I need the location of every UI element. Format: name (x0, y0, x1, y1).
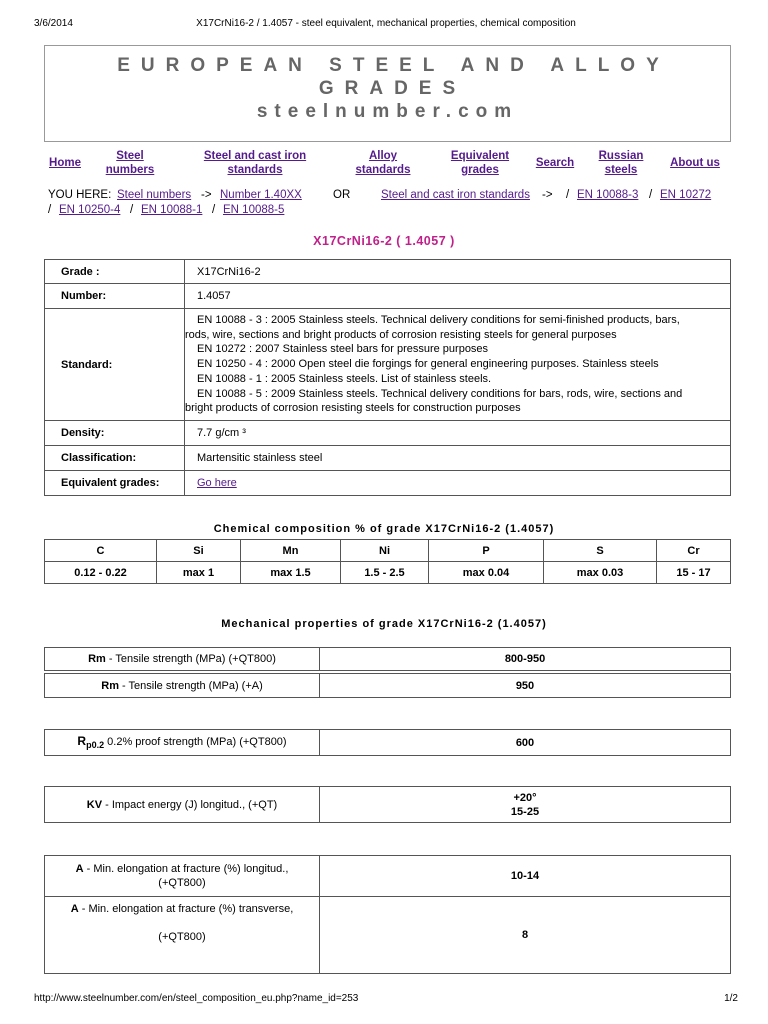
chem-header-c: C (45, 540, 157, 562)
table-row (45, 787, 731, 823)
proof-strength-value: 600 (320, 730, 731, 756)
nav-about-us[interactable]: About us (670, 157, 720, 169)
chem-value-si: max 1 (157, 562, 241, 584)
property-symbol: Rm (101, 679, 119, 692)
chemical-composition-table (44, 539, 731, 584)
property-description: - Tensile strength (MPa) (+A) (118, 679, 263, 692)
print-date: 3/6/2014 (34, 18, 73, 29)
mechanical-properties-title: Mechanical properties of grade X17CrNi16-2 (1.4057) (221, 618, 547, 630)
chem-value-ni: 1.5 - 2.5 (341, 562, 429, 584)
table-row (45, 540, 731, 562)
equivalent-grades-link[interactable]: Go here (197, 477, 237, 489)
table-row (45, 648, 731, 671)
table-row (45, 309, 731, 421)
breadcrumb-steel-numbers[interactable]: Steel numbers (117, 189, 192, 201)
table-row (45, 446, 731, 471)
banner-line-2: GRADES (318, 78, 467, 99)
site-banner[interactable] (44, 45, 731, 142)
standard-line: EN 10088 - 3 : 2005 Stainless steels. Technical delivery conditions for semi-finished products, bars, (197, 313, 680, 326)
tensile-strength-qt800-value: 800-950 (320, 648, 731, 671)
equivalent-grades-label: Equivalent grades: (45, 471, 185, 496)
table-row (45, 730, 731, 756)
print-header (34, 18, 738, 32)
proof-strength-label (45, 730, 320, 756)
banner-site-name: steelnumber.com (256, 101, 519, 122)
standard-label: Standard: (45, 309, 185, 421)
classification-label: Classification: (45, 446, 185, 471)
number-value: 1.4057 (185, 284, 731, 309)
nav-steel-numbers[interactable]: Steel numbers (105, 150, 155, 176)
elongation-longitudinal-value: 10-14 (320, 856, 731, 897)
classification-value: Martensitic stainless steel (185, 446, 731, 471)
main-nav (44, 149, 731, 179)
breadcrumb-arrow: -> (542, 189, 553, 201)
table-row (45, 421, 731, 446)
property-description: - Min. elongation at fracture (%) longitud., (83, 863, 289, 875)
table-row (45, 562, 731, 584)
table-row (45, 471, 731, 496)
tensile-strength-a-value: 950 (320, 674, 731, 698)
property-symbol: Rm (88, 653, 106, 665)
impact-energy-label (45, 787, 320, 823)
chem-value-s: max 0.03 (544, 562, 657, 584)
property-description: - Min. elongation at fracture (%) transverse, (78, 903, 294, 915)
breadcrumb-en-10088-1[interactable]: EN 10088-1 (141, 204, 203, 216)
elongation-longitudinal-label (45, 856, 320, 897)
breadcrumb-en-10272[interactable]: EN 10272 (660, 189, 712, 201)
chem-header-mn: Mn (241, 540, 341, 562)
chem-value-p: max 0.04 (429, 562, 544, 584)
grade-heading: X17CrNi16-2 ( 1.4057 ) (313, 234, 455, 248)
number-label: Number: (45, 284, 185, 309)
breadcrumb-arrow: -> (201, 189, 212, 201)
property-symbol: R (77, 734, 87, 749)
standard-list (185, 309, 731, 421)
breadcrumb-or: OR (333, 189, 351, 201)
breadcrumb-number-class[interactable]: Number 1.40XX (220, 189, 302, 201)
breadcrumb-separator: / (130, 204, 134, 216)
grade-label: Grade : (45, 260, 185, 284)
chemical-composition-title: Chemical composition % of grade X17CrNi16-2 (1.4057) (213, 523, 555, 535)
print-url: http://www.steelnumber.com/en/steel_composition_eu.php?name_id=253 (34, 993, 359, 1004)
impact-energy-table (44, 786, 731, 823)
nav-search[interactable]: Search (535, 157, 575, 169)
tensile-strength-a-label (45, 674, 320, 698)
nav-alloy-standards[interactable]: Alloy standards (355, 150, 411, 176)
standard-line: EN 10272 : 2007 Stainless steel bars for pressure purposes (197, 343, 489, 356)
proof-strength-table (44, 729, 731, 756)
breadcrumb-standards[interactable]: Steel and cast iron standards (381, 189, 530, 201)
nav-equivalent-grades[interactable]: Equivalent grades (450, 150, 510, 176)
chem-value-mn: max 1.5 (241, 562, 341, 584)
elongation-transverse-value: 8 (320, 897, 731, 974)
breadcrumb-en-10088-3[interactable]: EN 10088-3 (577, 189, 639, 201)
chem-header-s: S (544, 540, 657, 562)
equivalent-grades-cell (185, 471, 731, 496)
standard-line: EN 10088 - 1 : 2005 Stainless steels. List of stainless steels. (197, 372, 492, 385)
elongation-transverse-label (45, 897, 320, 974)
standard-line: bright products of corrosion resisting steels for construction purposes (185, 402, 521, 415)
density-label: Density: (45, 421, 185, 446)
breadcrumb-separator: / (212, 204, 216, 216)
breadcrumb-separator: / (48, 204, 52, 216)
grade-info-table (44, 259, 731, 496)
standard-line: EN 10250 - 4 : 2000 Open steel die forgings for general engineering purposes. Stainless steels (197, 358, 659, 371)
chem-header-p: P (429, 540, 544, 562)
chem-header-ni: Ni (341, 540, 429, 562)
chem-header-si: Si (157, 540, 241, 562)
standard-line: rods, wire, sections and bright products of corrosion resisting steels for general purposes (185, 328, 617, 341)
chem-value-c: 0.12 - 0.22 (45, 562, 157, 584)
table-row (45, 674, 731, 698)
property-symbol: A (75, 863, 84, 875)
property-description: 0.2% proof strength (MPa) (+QT800) (104, 736, 287, 749)
property-symbol: KV (86, 798, 103, 811)
breadcrumb-en-10250-4[interactable]: EN 10250-4 (59, 204, 121, 216)
print-title: X17CrNi16-2 / 1.4057 - steel equivalent, mechanical properties, chemical composition (196, 18, 576, 29)
tensile-strength-table (44, 647, 731, 671)
impact-energy-value (320, 787, 731, 823)
tensile-strength-qt800-label (45, 648, 320, 671)
chem-header-cr: Cr (657, 540, 731, 562)
nav-russian-steels[interactable]: Russian steels (598, 150, 644, 176)
standard-line: EN 10088 - 5 : 2009 Stainless steels. Technical delivery conditions for bars, rods, wire, sections and (197, 387, 683, 400)
breadcrumb-en-10088-5[interactable]: EN 10088-5 (223, 204, 285, 216)
nav-steel-cast-iron-standards[interactable]: Steel and cast iron standards (203, 150, 307, 176)
property-symbol: A (70, 903, 79, 915)
table-row (45, 284, 731, 309)
print-page-number: 1/2 (724, 993, 738, 1004)
property-description: - Impact energy (J) longitud., (+QT) (102, 798, 278, 811)
tensile-strength-annealed-table (44, 673, 731, 698)
table-row (45, 856, 731, 897)
impact-energy-range: 15-25 (510, 805, 540, 818)
property-subscript: p0.2 (86, 740, 105, 751)
breadcrumb-you-here: YOU HERE: (48, 189, 112, 201)
density-value: 7.7 g/cm ³ (185, 421, 731, 446)
impact-energy-temperature: +20° (513, 791, 537, 804)
nav-home[interactable]: Home (49, 157, 81, 169)
property-description: - Tensile strength (MPa) (+QT800) (105, 653, 276, 665)
property-condition: (+QT800) (158, 931, 206, 943)
table-row (45, 260, 731, 284)
property-condition: (+QT800) (158, 877, 206, 889)
breadcrumb-separator: / (566, 189, 570, 201)
elongation-table (44, 855, 731, 974)
chem-value-cr: 15 - 17 (657, 562, 731, 584)
banner-line-1: EUROPEAN STEEL AND ALLOY (117, 55, 670, 76)
table-row (45, 897, 731, 974)
grade-value: X17CrNi16-2 (185, 260, 731, 284)
breadcrumb-separator: / (649, 189, 653, 201)
